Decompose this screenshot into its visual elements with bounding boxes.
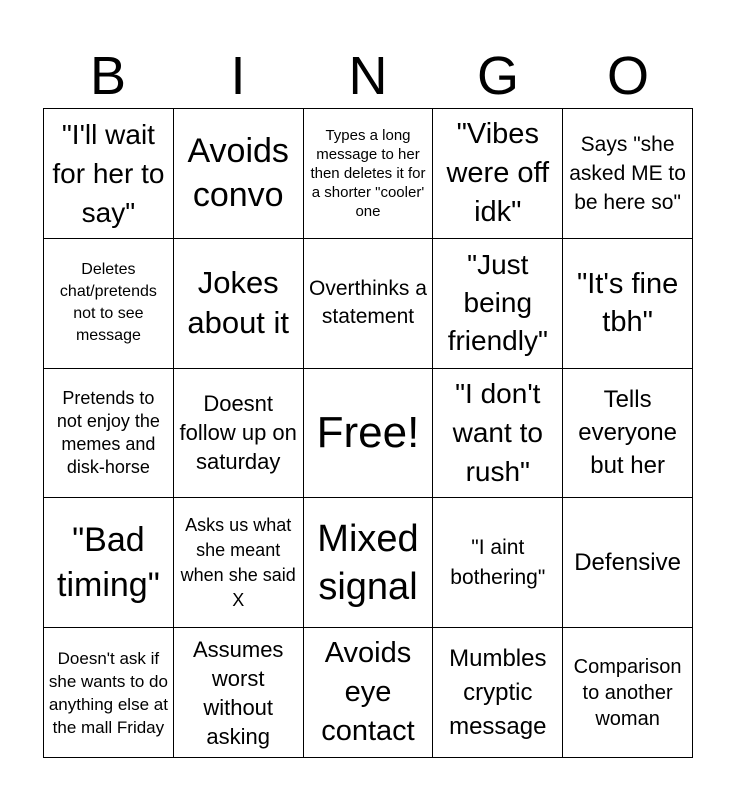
cell-text: Mixed signal [317,517,419,608]
cell-text: "It's fine tbh" [576,268,679,339]
cell-text: Types a long message to her then deletes it for a shorter "cooler' one [310,126,426,220]
header-letter-n: N [348,46,388,106]
bingo-cell-r1-c2[interactable] [174,109,304,239]
cell-text: Avoids convo [187,132,289,215]
cell-text: Overthinks a statement [309,277,427,329]
bingo-cell-r2-c3[interactable] [304,239,434,369]
bingo-cell-r1-c4[interactable] [433,109,563,239]
bingo-cell-r1-c5[interactable] [563,109,693,239]
cell-text: Avoids eye contact [321,637,415,748]
cell-text: "Bad timing" [57,520,160,604]
cell-text: Says "she asked ME to be here so" [569,132,686,214]
bingo-cell-r3-c5[interactable] [563,369,693,499]
bingo-cell-r5-c1[interactable] [44,628,174,758]
bingo-cell-r2-c1[interactable] [44,239,174,369]
bingo-cell-r4-c2[interactable] [174,498,304,628]
bingo-cell-r5-c2[interactable] [174,628,304,758]
cell-text: Defensive [574,548,681,576]
bingo-cell-r1-c3[interactable] [304,109,434,239]
cell-text: Tells everyone but her [578,386,677,480]
cell-text: Doesn't ask if she wants to do anything else at the mall Friday [48,648,168,737]
free-space-text: Free! [316,407,420,457]
bingo-cell-r3-c1[interactable] [44,369,174,499]
header-letter-o: O [606,46,649,106]
bingo-cell-r5-c4[interactable] [433,628,563,758]
bingo-cell-r2-c4[interactable] [433,239,563,369]
bingo-cell-r2-c2[interactable] [174,239,304,369]
cell-text: "I'll wait for her to say" [52,118,165,228]
cell-text: Comparison to another woman [573,655,682,730]
bingo-header [43,44,693,108]
cell-text: Pretends to not enjoy the memes and disk-horse [56,387,160,477]
bingo-cell-r4-c1[interactable] [44,498,174,628]
bingo-cell-r4-c5[interactable] [563,498,693,628]
bingo-cell-r3-c4[interactable] [433,369,563,499]
cell-text: "Vibes were off idk" [446,117,550,228]
cell-text: Doesnt follow up on saturday [179,391,297,475]
cell-text: Assumes worst without asking [192,636,284,749]
header-letter-b: B [89,46,127,106]
bingo-cell-r4-c4[interactable] [433,498,563,628]
cell-text: "I don't want to rush" [452,378,543,488]
bingo-cell-r3-c2[interactable] [174,369,304,499]
cell-text: Jokes about it [187,265,290,341]
header-letter-g: G [476,46,519,106]
bingo-cell-r3-c3-free[interactable] [304,369,434,499]
cell-text: "Just being friendly" [447,249,548,357]
bingo-cell-r5-c3[interactable] [304,628,434,758]
bingo-cell-r2-c5[interactable] [563,239,693,369]
bingo-cell-r1-c1[interactable] [44,109,174,239]
bingo-cell-r5-c5[interactable] [563,628,693,758]
cell-text: Deletes chat/pretends not to see message [59,261,157,345]
cell-text: Asks us what she meant when she said X [180,514,296,610]
cell-text: Mumbles cryptic message [449,644,547,740]
bingo-cell-r4-c3[interactable] [304,498,434,628]
bingo-grid [43,108,693,758]
header-letter-i: I [230,46,246,106]
cell-text: "I aint bothering" [450,535,546,589]
